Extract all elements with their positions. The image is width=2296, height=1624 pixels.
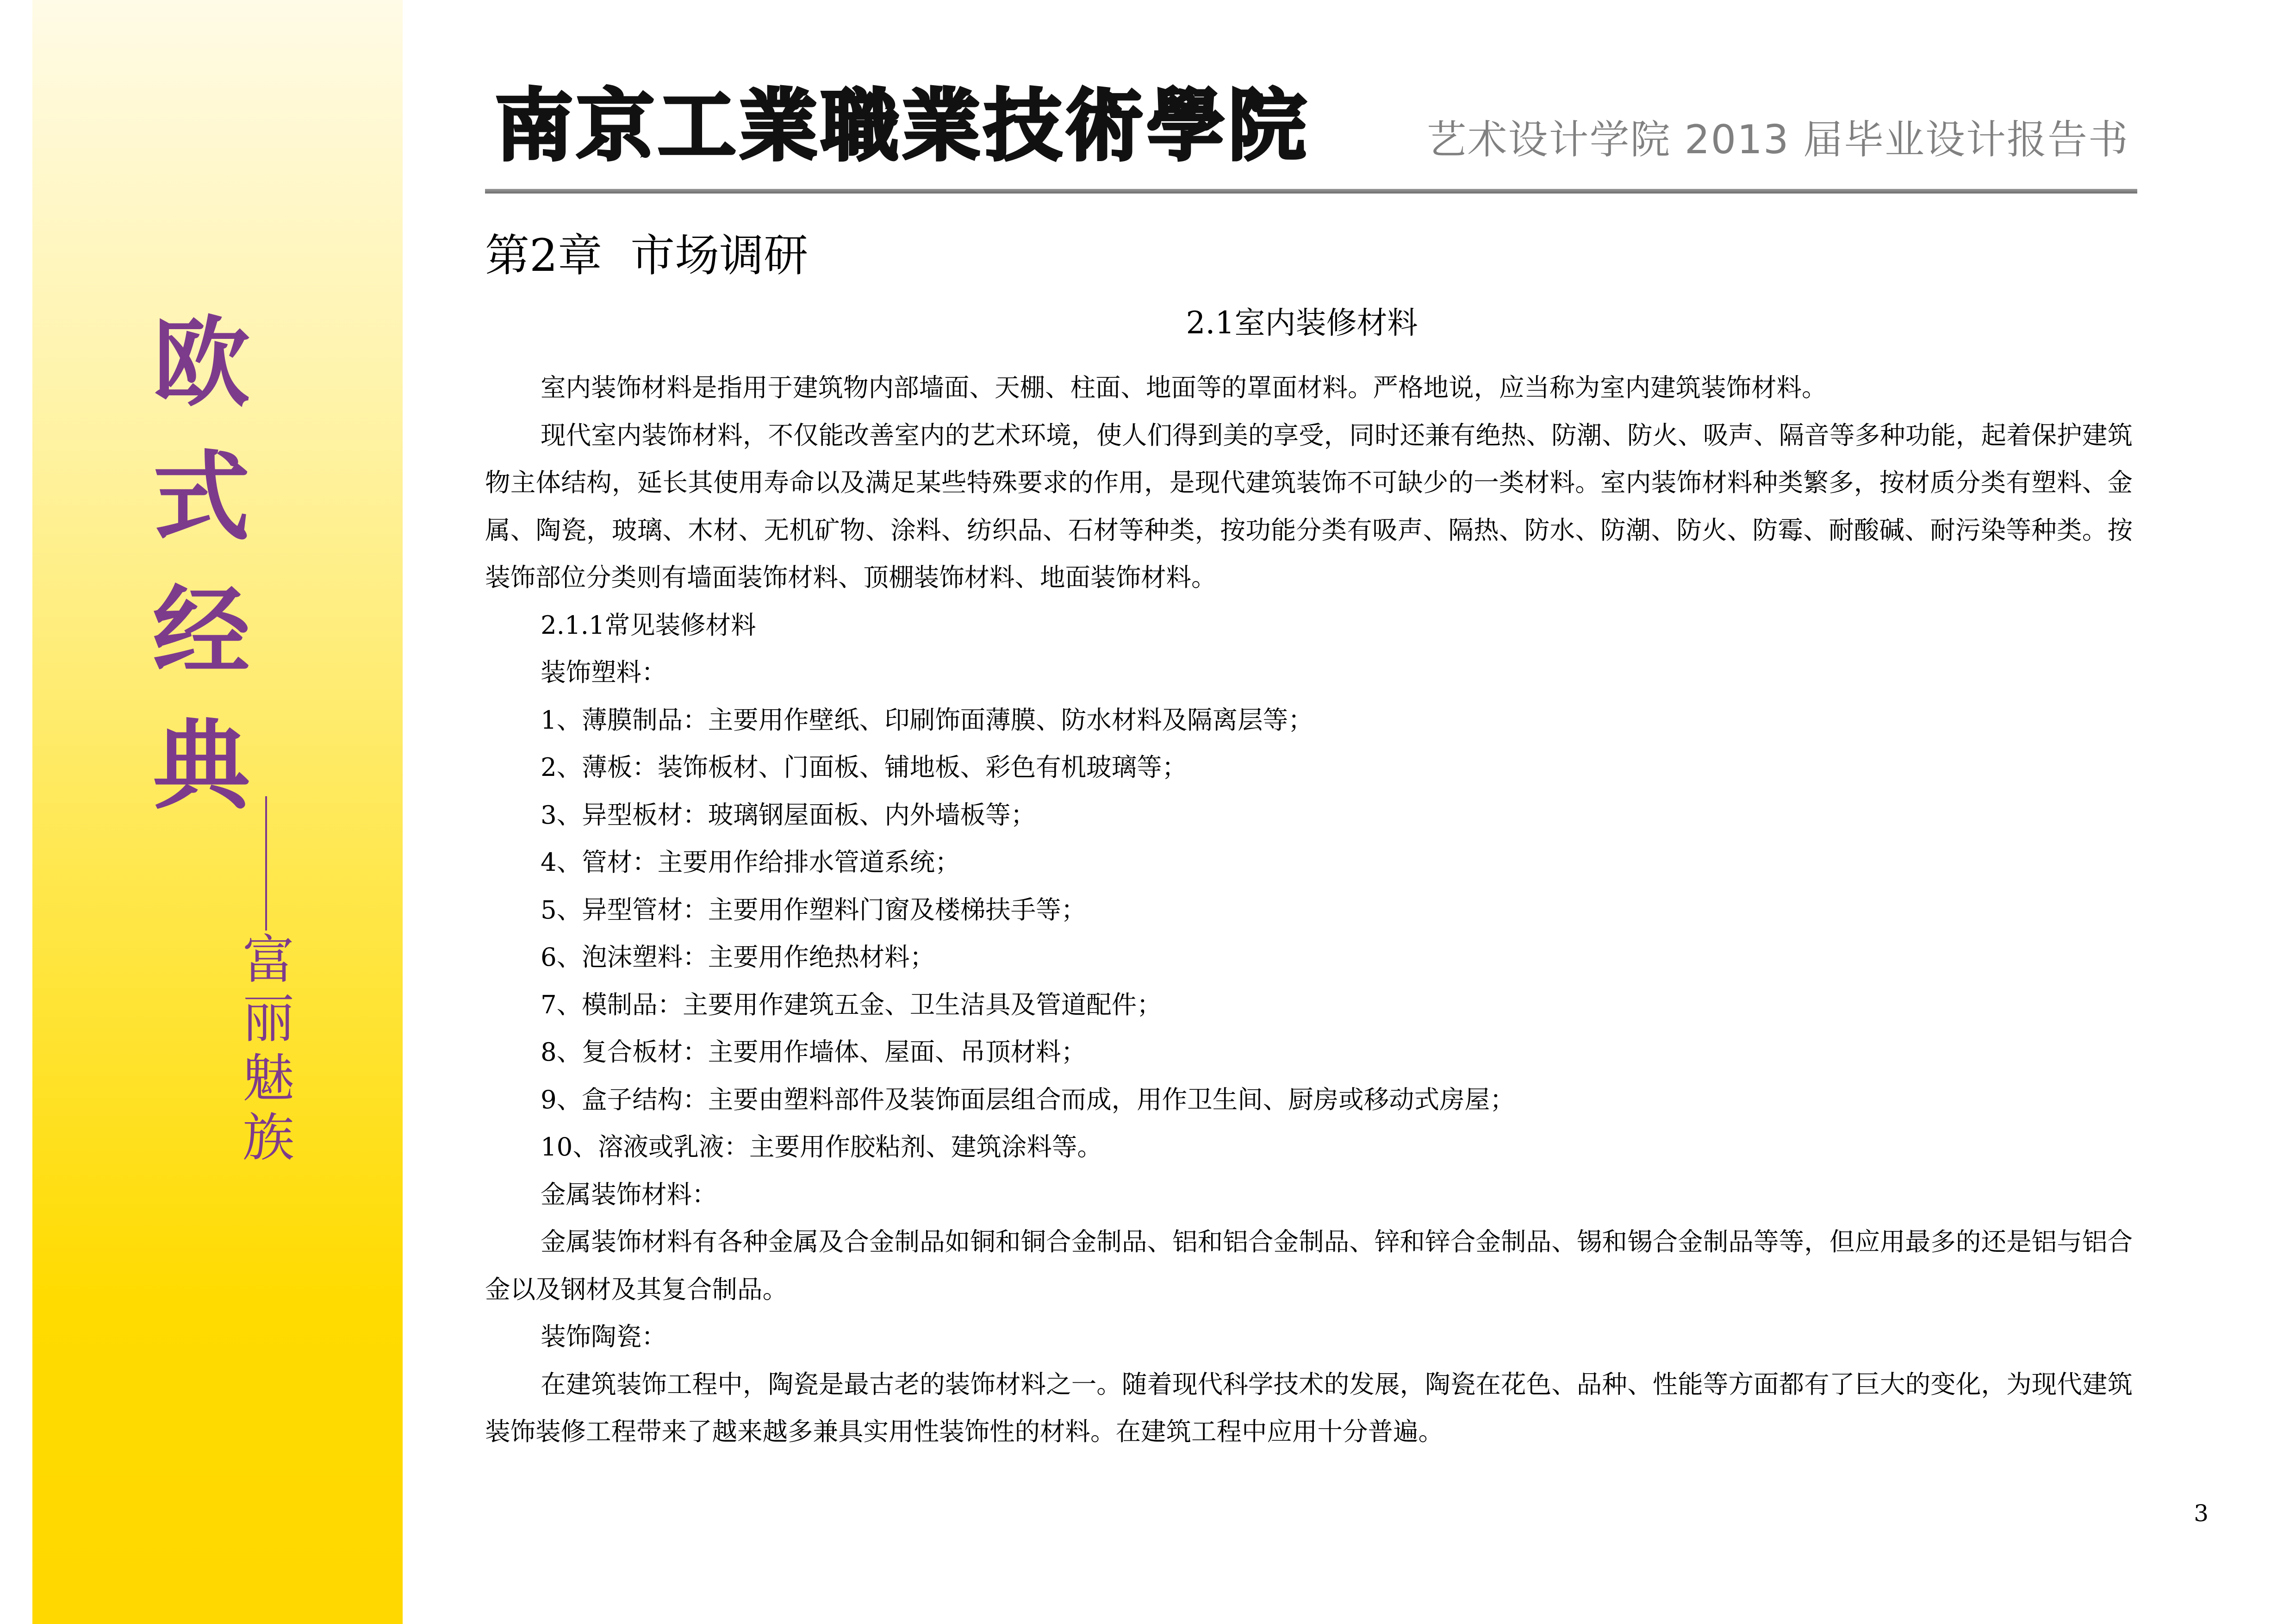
body-text — [485, 364, 2133, 1455]
list-item: 3、异型板材：玻璃钢屋面板、内外墙板等； — [541, 800, 1036, 830]
sidebar-subtitle-char: 富 — [243, 930, 294, 990]
sidebar-dash-line — [265, 796, 267, 931]
metal-heading: 金属装饰材料： — [541, 1179, 717, 1209]
plastics-heading: 装饰塑料： — [541, 657, 667, 687]
sidebar-subtitle-char: 魅 — [243, 1049, 294, 1109]
sidebar-subtitle-char: 族 — [243, 1108, 294, 1168]
sidebar-title-char: 典 — [152, 709, 250, 823]
sidebar-title-char: 式 — [152, 441, 250, 554]
sidebar-title-char: 经 — [152, 575, 250, 688]
list-item: 7、模制品：主要用作建筑五金、卫生洁具及管道配件； — [541, 989, 1162, 1019]
paragraph: 在建筑装饰工程中，陶瓷是最古老的装饰材料之一。随着现代科学技术的发展，陶瓷在花色、品种、性能等方面都有了巨大的变化，为现代建筑装饰装修工程带来了越来越多兼具实用性装饰性的材料。在建筑工程中应用十分普遍。 — [485, 1369, 2133, 1446]
subsection-title: 2.1.1常见装修材料 — [541, 610, 756, 640]
list-item: 4、管材：主要用作给排水管道系统； — [541, 847, 960, 877]
list-item: 1、薄膜制品：主要用作壁纸、印刷饰面薄膜、防水材料及隔离层等； — [541, 705, 1313, 735]
sidebar-subtitle — [241, 931, 296, 1168]
paragraph: 金属装饰材料有各种金属及合金制品如铜和铜合金制品、铝和铝合金制品、锌和锌合金制品、锡和锡合金制品等等，但应用最多的还是铝与铝合金以及钢材及其复合制品。 — [485, 1227, 2133, 1304]
list-item: 10、溶液或乳液：主要用作胶粘剂、建筑涂料等。 — [541, 1132, 1102, 1162]
chapter-title: 第2章 市场调研 — [485, 230, 809, 281]
page-number: 3 — [2194, 1500, 2209, 1527]
school-calligraphy-logo — [495, 69, 1310, 171]
list-item: 9、盒子结构：主要由塑料部件及装饰面层组合而成，用作卫生间、厨房或移动式房屋； — [541, 1084, 1515, 1114]
svg-text:南京工業職業技術學院: 南京工業職業技術學院 — [495, 80, 1310, 171]
report-header-text: 艺术设计学院 2013 届毕业设计报告书 — [1426, 117, 2129, 163]
sidebar-subtitle-char: 丽 — [243, 989, 294, 1049]
list-item: 8、复合板材：主要用作墙体、屋面、吊顶材料； — [541, 1037, 1087, 1067]
paragraph: 室内装饰材料是指用于建筑物内部墙面、天棚、柱面、地面等的罩面材料。严格地说，应当称为室内建筑装饰材料。 — [541, 373, 1827, 402]
list-item: 5、异型管材：主要用作塑料门窗及楼梯扶手等； — [541, 894, 1087, 924]
sidebar-title — [148, 296, 255, 833]
ceramic-heading: 装饰陶瓷： — [541, 1322, 667, 1351]
header-divider — [485, 189, 2137, 194]
section-title: 2.1室内装修材料 — [1186, 305, 1418, 341]
sidebar-title-char: 欧 — [152, 306, 250, 420]
list-item: 2、薄板：装饰板材、门面板、铺地板、彩色有机玻璃等； — [541, 752, 1188, 782]
paragraph: 现代室内装饰材料，不仅能改善室内的艺术环境，使人们得到美的享受，同时还兼有绝热、防潮、防火、吸声、隔音等多种功能，起着保护建筑物主体结构，延长其使用寿命以及满足某些特殊要求的作用，是现代建筑装饰不可缺少的一类材料。室内装饰材料种类繁多，按材质分类有塑料、金属、陶瓷，玻璃、木材、无机矿物、涂料、纺织品、石材等种类，按功能分类有吸声、隔热、防水、防潮、防火、防霉、耐酸碱、耐污染等种类。按装饰部位分类则有墙面装饰材料、顶棚装饰材料、地面装饰材料。 — [485, 420, 2133, 592]
list-item: 6、泡沫塑料：主要用作绝热材料； — [541, 942, 935, 972]
